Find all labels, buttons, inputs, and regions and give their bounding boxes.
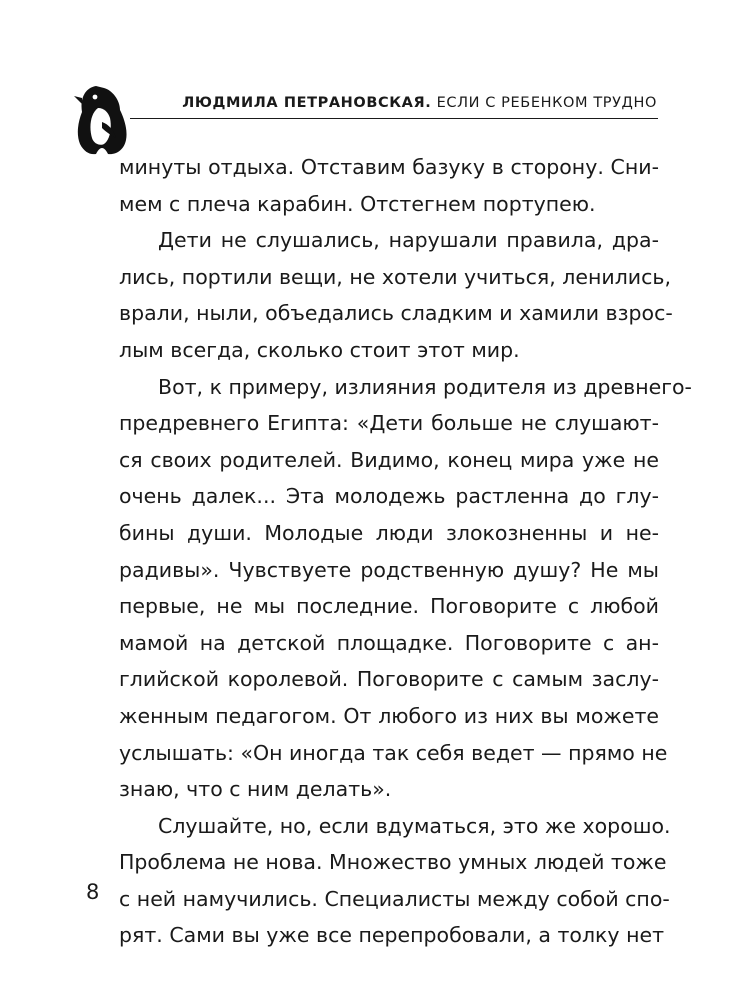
text-line: знаю, что с ним делать». bbox=[119, 777, 392, 802]
text-line: Проблема не нова. Множество умных людей тоже bbox=[119, 850, 667, 875]
running-head-author: ЛЮДМИЛА ПЕТРАНОВСКАЯ. bbox=[182, 95, 432, 111]
text-line: с ней намучились. Специалисты между собой спо- bbox=[119, 886, 670, 911]
text-line: мем с плеча карабин. Отстегнем портупею. bbox=[119, 191, 596, 216]
text-line: ся своих родителей. Видимо, конец мира уже не bbox=[119, 447, 659, 472]
running-head bbox=[0, 95, 657, 111]
text-line: услышать: «Он иногда так себя ведет — прямо не bbox=[119, 740, 668, 765]
body-text bbox=[119, 149, 692, 954]
header-divider bbox=[130, 118, 658, 119]
text-line: врали, ныли, объедались сладким и хамили взрос- bbox=[119, 301, 673, 326]
text-line: Дети не слушались, нарушали правила, дра- bbox=[158, 228, 659, 253]
text-line: рят. Сами вы уже все перепробовали, а толку нет bbox=[119, 923, 665, 948]
text-line: лым всегда, сколько стоит этот мир. bbox=[119, 337, 520, 362]
text-line: бины души. Молодые люди злокозненны и не- bbox=[119, 520, 659, 545]
text-line: женным педагогом. От любого из них вы можете bbox=[119, 703, 659, 728]
text-line: минуты отдыха. Отставим базуку в сторону. Сни- bbox=[119, 155, 659, 179]
text-line: первые, не мы последние. Поговорите с любой bbox=[119, 594, 659, 619]
text-line: мамой на детской площадке. Поговорите с ан- bbox=[119, 630, 659, 655]
text-line: глийской королевой. Поговорите с самым заслу- bbox=[119, 667, 659, 692]
running-head-title: ЕСЛИ С РЕБЕНКОМ ТРУДНО bbox=[436, 95, 657, 111]
text-line: очень далек... Эта молодежь растленна до глу- bbox=[119, 484, 659, 509]
text-line: Слушайте, но, если вдуматься, это же хорошо. bbox=[158, 813, 671, 838]
page-number: 8 bbox=[86, 880, 100, 904]
text-line: предревнего Египта: «Дети больше не слушают- bbox=[119, 411, 659, 436]
text-line: Вот, к примеру, излияния родителя из древнего- bbox=[158, 374, 692, 399]
text-line: радивы». Чувствуете родственную душу? Не мы bbox=[119, 557, 659, 582]
text-line: лись, портили вещи, не хотели учиться, ленились, bbox=[119, 264, 671, 289]
